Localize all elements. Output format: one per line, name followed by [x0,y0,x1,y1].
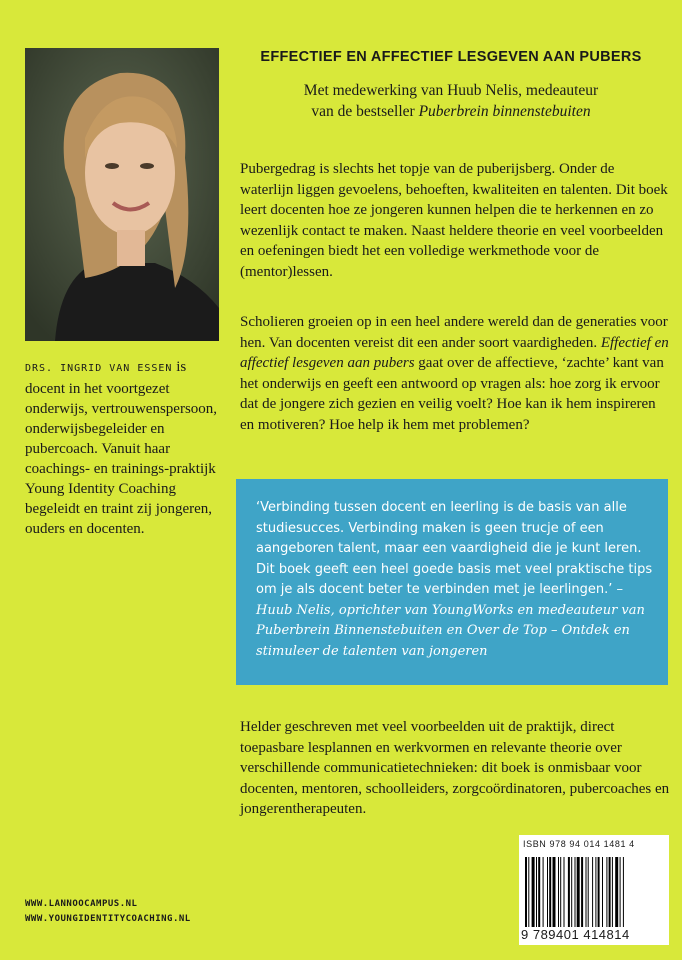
barcode-icon [523,857,665,927]
website-links [25,897,191,927]
subtitle-line2 [236,101,666,122]
subtitle-line1: Met medewerking van Huub Nelis, medeauteur [303,82,599,99]
paragraph-1: Pubergedrag is slechts het topje van de puberijsberg. Onder de waterlijn liggen gevoelens, behoeften, kwaliteiten en talenten. Dit boek leert docenten hoe ze jongeren kunnen helpen die te herkennen en zo wezenlijk contact te maken. Naast heldere theorie en veel voorbeelden en oefeningen biedt het een volledige werkmethode voor de (mentor)lessen. [240,161,668,280]
subtitle-book-title: Puberbrein binnenstebuiten [418,103,591,120]
author-name: DRS. INGRID VAN ESSEN [25,363,173,374]
paragraph-2-part1: Scholieren groeien op in een heel andere wereld dan de generaties voor hen. Van docenten vereist dit een ander soort vaardigheden. [240,314,668,351]
paragraph-2-part2: gaat over de affectieve, ‘zachte’ kant van het onderwijs en geeft een antwoord op vragen als: hoe zorg ik ervoor dat de jongere zich gezien en veilig voelt? Hoe kan ik hem inspireren en motiveren? Hoe help ik hem met problemen? [240,355,664,433]
isbn-barcode-box [519,835,669,945]
book-title: EFFECTIEF EN AFFECTIEF LESGEVEN AAN PUBERS [260,49,642,65]
url-lannoocampus: WWW.LANNOOCAMPUS.NL [25,899,138,909]
paragraph-2-italic: Effectief en affectief lesgeven aan pubers [240,334,669,371]
quote-attribution: – Huub Nelis, oprichter van YoungWorks en medeauteur van Puberbrein Binnenstebuiten en Over de Top – Ontdek en stimuleer de talenten van jongeren [256,582,645,659]
author-photo [25,48,219,341]
isbn-digits: 9 789401 414814 [521,927,630,942]
subtitle-line2-prefix: van de bestseller [311,103,419,120]
url-youngidentitycoaching: WWW.YOUNGIDENTITYCOACHING.NL [25,914,191,924]
quote-box [236,479,668,685]
author-bio-text: is docent in het voortgezet onderwijs, vertrouwenspersoon, onderwijsbegeleider en pubercoach. Vanuit haar coachings- en trainings-praktijk Young Identity Coaching begeleidt en traint zij jongeren, ouders en docenten. [25,359,218,537]
paragraph-2 [240,312,670,435]
quote-text-block [256,498,656,662]
isbn-label: ISBN 978 94 014 1481 4 [523,839,635,849]
quote-text: ‘Verbinding tussen docent en leerling is de basis van alle studiesucces. Verbinding maken is geen trucje of een aangeboren talent, maar een vaardigheid die je kunt leren. Dit boek geeft een heel goede basis met veel praktische tips om je als docent beter te verbinden met je leerlingen.’ [256,500,653,597]
paragraph-3: Helder geschreven met veel voorbeelden uit de praktijk, direct toepasbare lesplannen en werkvormen en relevante theorie over verschillende communicatietechnieken: dit boek is onmisbaar voor docenten, mentoren, schoolleiders, zorgcoördinatoren, pubercoaches en jongerentherapeuten. [240,719,670,817]
subtitle [236,80,666,122]
author-bio [25,357,225,539]
